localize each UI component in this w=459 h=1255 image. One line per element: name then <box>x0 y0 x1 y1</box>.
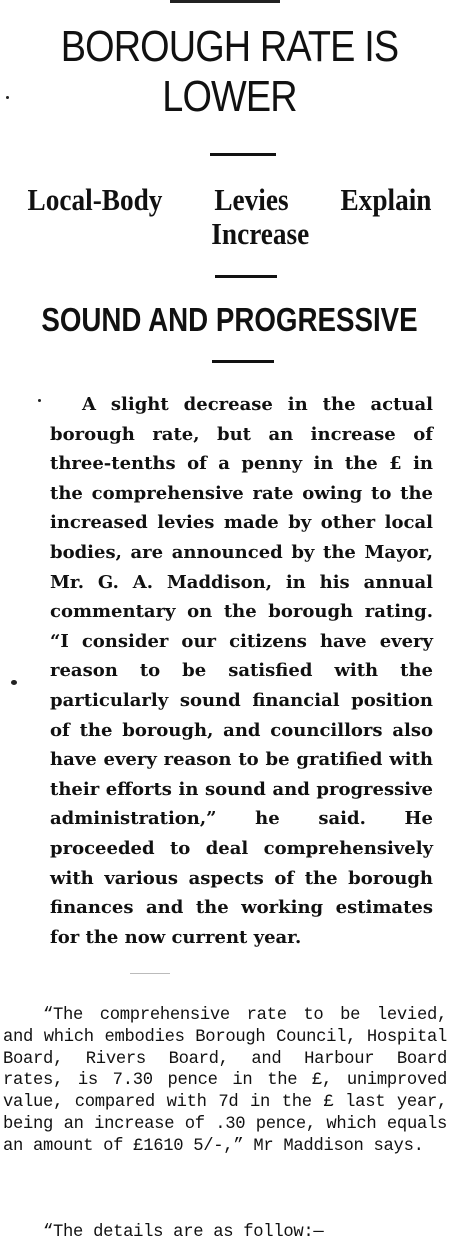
subheadline-line-1: Local-Body Levies Explain <box>27 182 432 217</box>
crosshead: SOUND AND PROGRESSIVE <box>41 301 418 338</box>
print-speck <box>11 680 17 685</box>
subheadline <box>28 183 432 251</box>
body-indent <box>3 1006 43 1025</box>
headline-divider <box>210 153 276 156</box>
subheadline-divider <box>215 275 277 278</box>
body-paragraph-text: “The comprehensive rate to be levied, and which embodies Borough Council, Hospital Board, Rivers Board, and Harbour Board rates, is 7.30 pence in the £, unimproved value, compared with 7d in the £ last year, being an increase of .30 pence, which equals an amount of £1610 5/-,” Mr Maddison says. <box>3 1006 447 1156</box>
headline <box>32 22 427 122</box>
crosshead-divider <box>212 360 274 363</box>
body-paragraph <box>3 1005 447 1158</box>
headline-line-1: BOROUGH RATE IS <box>60 22 399 71</box>
intro-indent <box>50 394 82 415</box>
subheadline-line-2: Increase <box>211 216 310 251</box>
body-paragraph-2: “The details are as follow:— <box>43 1223 324 1242</box>
headline-line-2: LOWER <box>162 72 297 121</box>
section-break <box>130 973 170 974</box>
intro-paragraph-text: A slight decrease in the actual borough rate, but an increase of three-tenths of a penny in the £ in the comprehensive rate owing to the increased levies made by other local bodies, are announced by the Mayor, Mr. G. A. Maddison, in his annual commentary on the borough rating. “I consider our citizens have every reason to be satisfied with the particularly sound financial position of the borough, and councillors also have every reason to be gratified with their efforts in sound and progressive administration,” he said. He proceeded to deal comprehensively with various aspects of the borough finances and the working estimates for the now current year. <box>50 394 433 948</box>
print-speck <box>6 96 9 99</box>
print-speck <box>38 399 41 402</box>
top-edge-rule <box>170 0 280 3</box>
intro-paragraph <box>50 390 433 952</box>
